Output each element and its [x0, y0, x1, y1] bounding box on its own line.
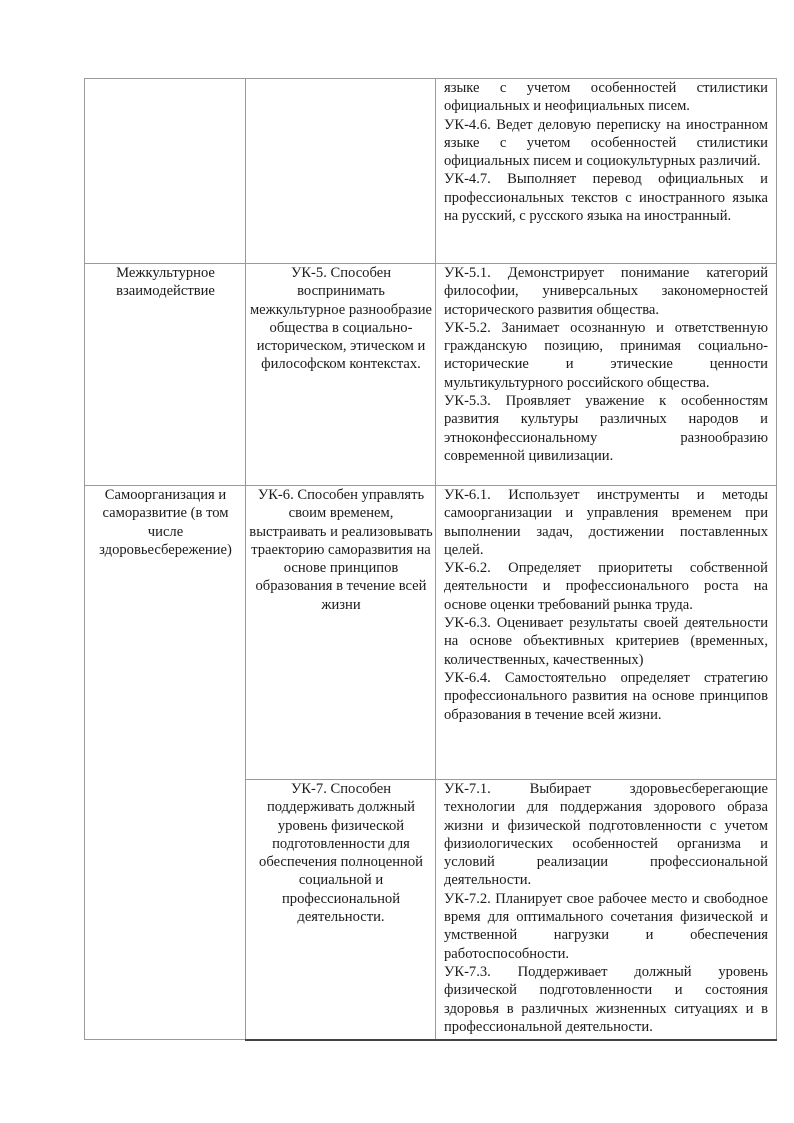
indicator-text: УК-7.1. Выбирает здоровьесберегающие технологии для поддержания здорового образа жизни и физической подготовленности с учетом физиологических особенностей организма и условий реализации профессиональной деятельности. [444, 781, 768, 889]
indicators-cell [436, 780, 777, 1040]
table-row [85, 79, 777, 264]
indicator-text: УК-5.1. Демонстрирует понимание категорий философии, универсальных закономерностей исторического развития общества. [444, 265, 768, 318]
indicator-text: языке с учетом особенностей стилистики официальных и неофициальных писем. [444, 80, 768, 115]
category-cell [85, 79, 246, 264]
competency-cell: УК-5. Способен воспринимать межкультурное разнообразие общества в социально-историческом, этическом и философском контекстах. [246, 264, 436, 486]
document-page [84, 78, 776, 1041]
indicator-text: УК-6.2. Определяет приоритеты собственной деятельности и профессионального роста на основе оценки требований рынка труда. [444, 560, 768, 613]
indicator-text: УК-6.1. Использует инструменты и методы самоорганизации и управления временем при выполнении задач, достижении поставленных целей. [444, 487, 768, 558]
competency-table [84, 78, 777, 1041]
indicator-text: УК-5.2. Занимает осознанную и ответственную гражданскую позицию, принимая социально-исторические и этические ценности мультикультурного российского общества. [444, 319, 768, 391]
competency-cell [246, 79, 436, 264]
indicator-text: УК-5.3. Проявляет уважение к особенностям развития культуры различных народов и этноконфессиональному разнообразию современной цивилизации. [444, 393, 768, 464]
category-cell: Самоорганизация и саморазвитие (в том числе здоровьесбережение) [85, 486, 246, 1040]
indicators-cell [436, 79, 777, 264]
indicator-text: УК-7.2. Планирует свое рабочее место и свободное время для оптимального сочетания физической и умственной нагрузки и обеспечения работоспособности. [444, 890, 768, 962]
indicator-text: УК-4.6. Ведет деловую переписку на иностранном языке с учетом особенностей стилистики официальных писем и социокультурных различий. [444, 116, 768, 170]
competency-cell: УК-7. Способен поддерживать должный уровень физической подготовленности для обеспечения полноценной социальной и профессиональной деятельности. [246, 780, 436, 1040]
table-row [85, 486, 777, 780]
indicator-text: УК-6.3. Оценивает результаты своей деятельности на основе объективных критериев (временных, количественных, качественных) [444, 615, 768, 668]
indicators-cell [436, 486, 777, 780]
indicator-text: УК-4.7. Выполняет перевод официальных и профессиональных текстов с иностранного языка на русский, с русского языка на иностранный. [444, 171, 768, 225]
indicator-text: УК-6.4. Самостоятельно определяет стратегию профессионального развития на основе принципов образования в течение всей жизни. [444, 669, 768, 723]
indicators-cell [436, 264, 777, 486]
competency-cell: УК-6. Способен управлять своим временем, выстраивать и реализовывать траекторию саморазвития на основе принципов образования в течение всей жизни [246, 486, 436, 780]
table-row [85, 264, 777, 486]
category-cell: Межкультурное взаимодействие [85, 264, 246, 486]
indicator-text: УК-7.3. Поддерживает должный уровень физической подготовленности и состояния здоровья в различных жизненных ситуациях и в профессиональной деятельности. [444, 963, 768, 1035]
